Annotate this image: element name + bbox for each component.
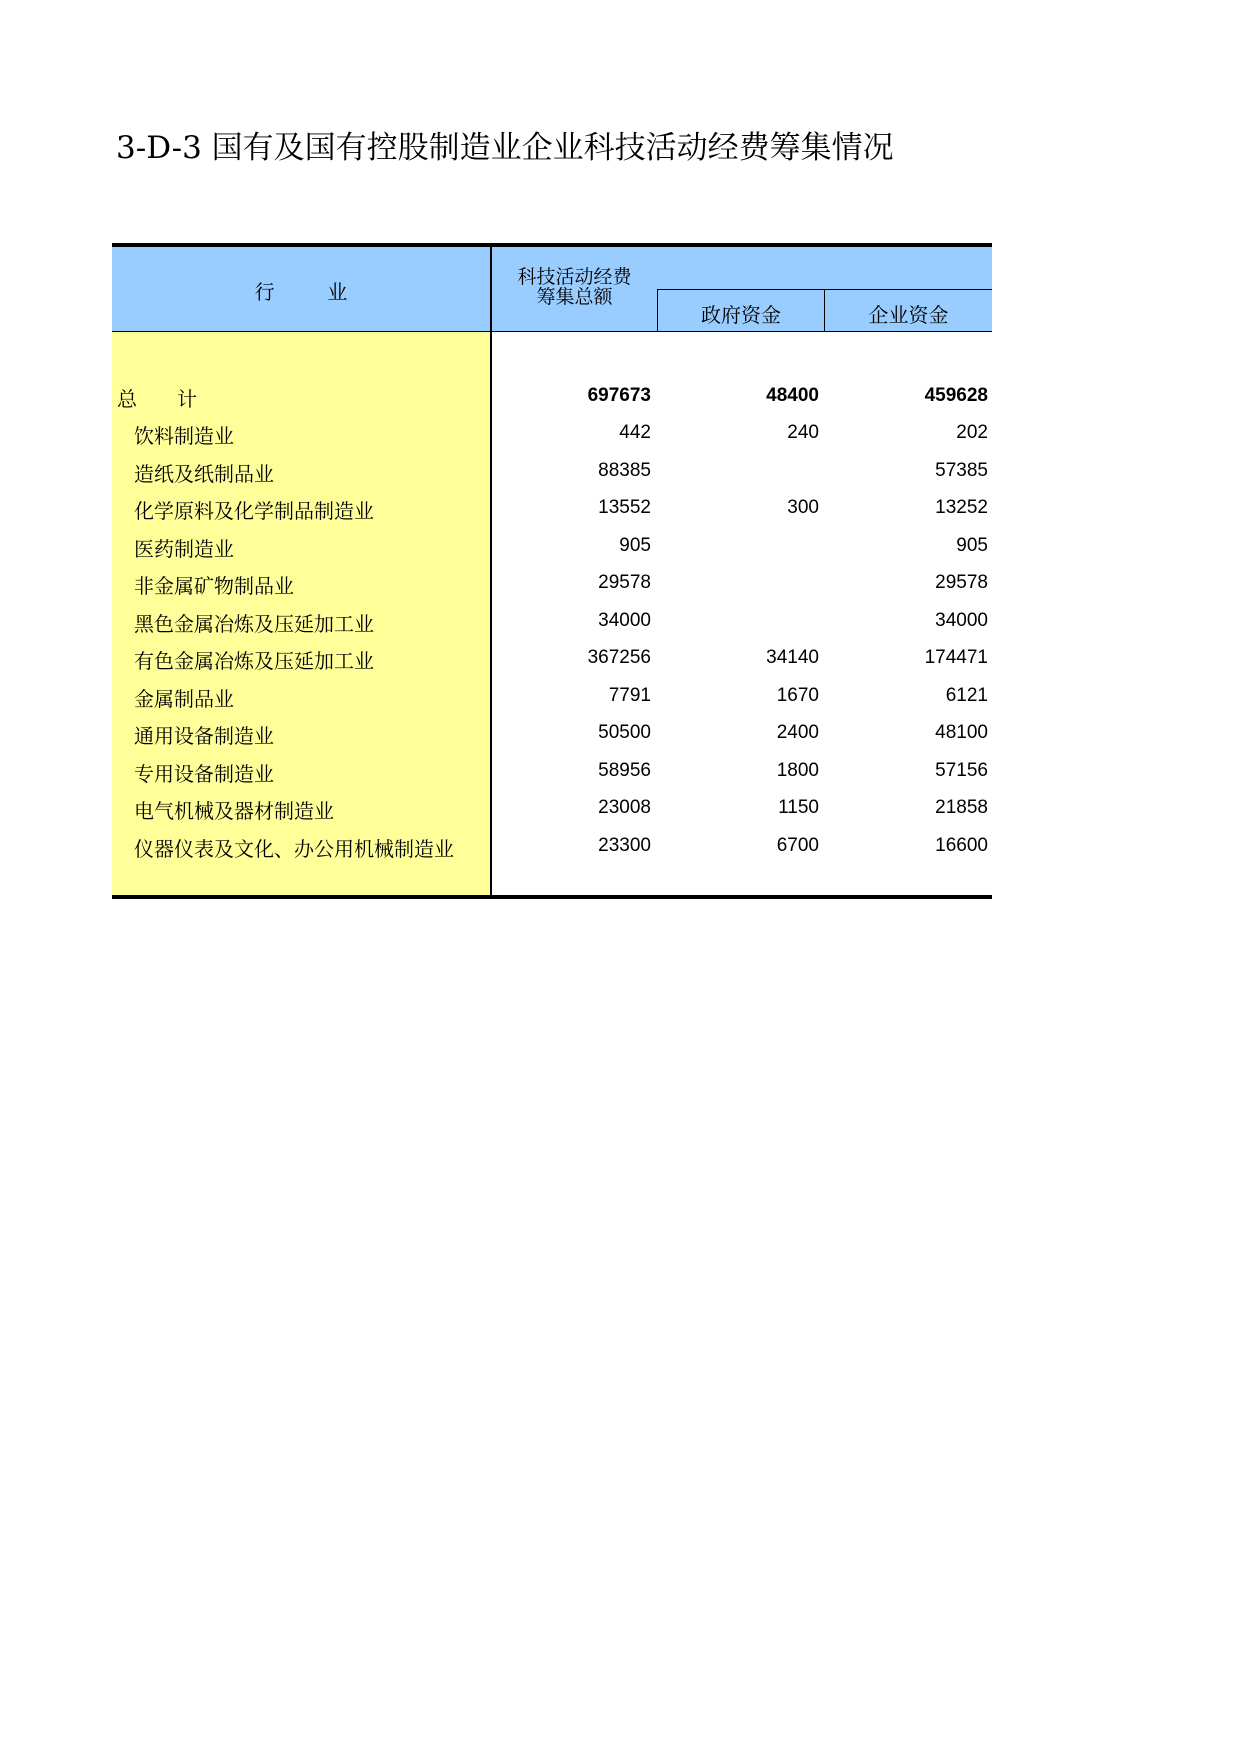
- row-enterprise-funds: 34000: [935, 610, 988, 631]
- row-industry-name: 通用设备制造业: [134, 724, 274, 748]
- row-total-funds: 905: [619, 535, 651, 556]
- row-industry-name: 造纸及纸制品业: [134, 462, 274, 486]
- row-industry-name: 化学原料及化学制品制造业: [134, 499, 374, 523]
- table-row: [112, 452, 992, 489]
- header-total-line-2: 筹集总额: [536, 286, 613, 308]
- table-row: [112, 602, 992, 639]
- row-industry-name: 饮料制造业: [134, 424, 234, 448]
- header-total-line-1: 科技活动经费: [517, 266, 632, 288]
- row-industry-name: 非金属矿物制品业: [134, 574, 294, 598]
- table-row: [112, 789, 992, 826]
- table-row: [112, 714, 992, 751]
- row-enterprise-funds: 202: [956, 422, 988, 443]
- row-industry-name: 专用设备制造业: [134, 762, 274, 786]
- row-total-funds: 7791: [608, 685, 651, 706]
- row-total-funds: 367256: [587, 647, 651, 668]
- row-enterprise-funds: 905: [956, 535, 988, 556]
- row-total-funds: 23300: [598, 835, 651, 856]
- row-total-funds: 88385: [598, 460, 651, 481]
- row-enterprise-funds: 57156: [935, 760, 988, 781]
- table-row: [112, 752, 992, 789]
- funding-table: [112, 243, 992, 899]
- table-row: [112, 639, 992, 676]
- row-industry-name: 仪器仪表及文化、办公用机械制造业: [134, 837, 454, 861]
- row-government-funds: 2400: [776, 722, 819, 743]
- row-industry-name: 总 计: [117, 387, 197, 411]
- page-title: 3-D-3 国有及国有控股制造业企业科技活动经费筹集情况: [116, 130, 894, 166]
- row-enterprise-funds: 16600: [935, 835, 988, 856]
- table-row: [112, 414, 992, 451]
- header-industry: [112, 276, 490, 305]
- header-industry-char-1: 行: [254, 280, 275, 304]
- row-industry-name: 有色金属冶炼及压延加工业: [134, 649, 374, 673]
- row-government-funds: 1150: [778, 797, 819, 818]
- row-government-funds: 48400: [766, 385, 819, 406]
- table-row: [112, 827, 992, 864]
- table-row: [112, 527, 992, 564]
- row-total-funds: 50500: [598, 722, 651, 743]
- table-row-total: [112, 377, 992, 414]
- row-government-funds: 1670: [776, 685, 819, 706]
- row-total-funds: 29578: [598, 572, 651, 593]
- row-enterprise-funds: 174471: [924, 647, 988, 668]
- row-total-funds: 58956: [598, 760, 651, 781]
- table-row: [112, 489, 992, 526]
- row-total-funds: 442: [619, 422, 651, 443]
- header-total-funds: [492, 267, 657, 307]
- header-divider: [112, 331, 992, 332]
- table-row: [112, 564, 992, 601]
- row-government-funds: 240: [787, 422, 819, 443]
- row-total-funds: 34000: [598, 610, 651, 631]
- row-industry-name: 医药制造业: [134, 537, 234, 561]
- header-industry-char-2: 业: [327, 280, 348, 304]
- row-government-funds: 1800: [776, 760, 819, 781]
- table-top-rule: [112, 243, 992, 247]
- row-enterprise-funds: 459628: [924, 385, 988, 406]
- table-bottom-rule: [112, 895, 992, 899]
- row-government-funds: 6700: [776, 835, 819, 856]
- row-industry-name: 金属制品业: [134, 687, 234, 711]
- row-enterprise-funds: 57385: [935, 460, 988, 481]
- row-total-funds: 13552: [598, 497, 651, 518]
- row-total-funds: 697673: [587, 385, 651, 406]
- row-total-funds: 23008: [598, 797, 651, 818]
- row-enterprise-funds: 29578: [935, 572, 988, 593]
- row-industry-name: 黑色金属冶炼及压延加工业: [134, 612, 374, 636]
- row-industry-name: 电气机械及器材制造业: [134, 799, 334, 823]
- row-enterprise-funds: 21858: [935, 797, 988, 818]
- row-enterprise-funds: 6121: [945, 685, 988, 706]
- row-enterprise-funds: 48100: [935, 722, 988, 743]
- row-government-funds: 34140: [766, 647, 819, 668]
- header-enterprise-funds: 企业资金: [868, 303, 949, 327]
- row-government-funds: 300: [787, 497, 819, 518]
- header-government-funds: 政府资金: [701, 303, 781, 327]
- table-row: [112, 677, 992, 714]
- row-enterprise-funds: 13252: [935, 497, 988, 518]
